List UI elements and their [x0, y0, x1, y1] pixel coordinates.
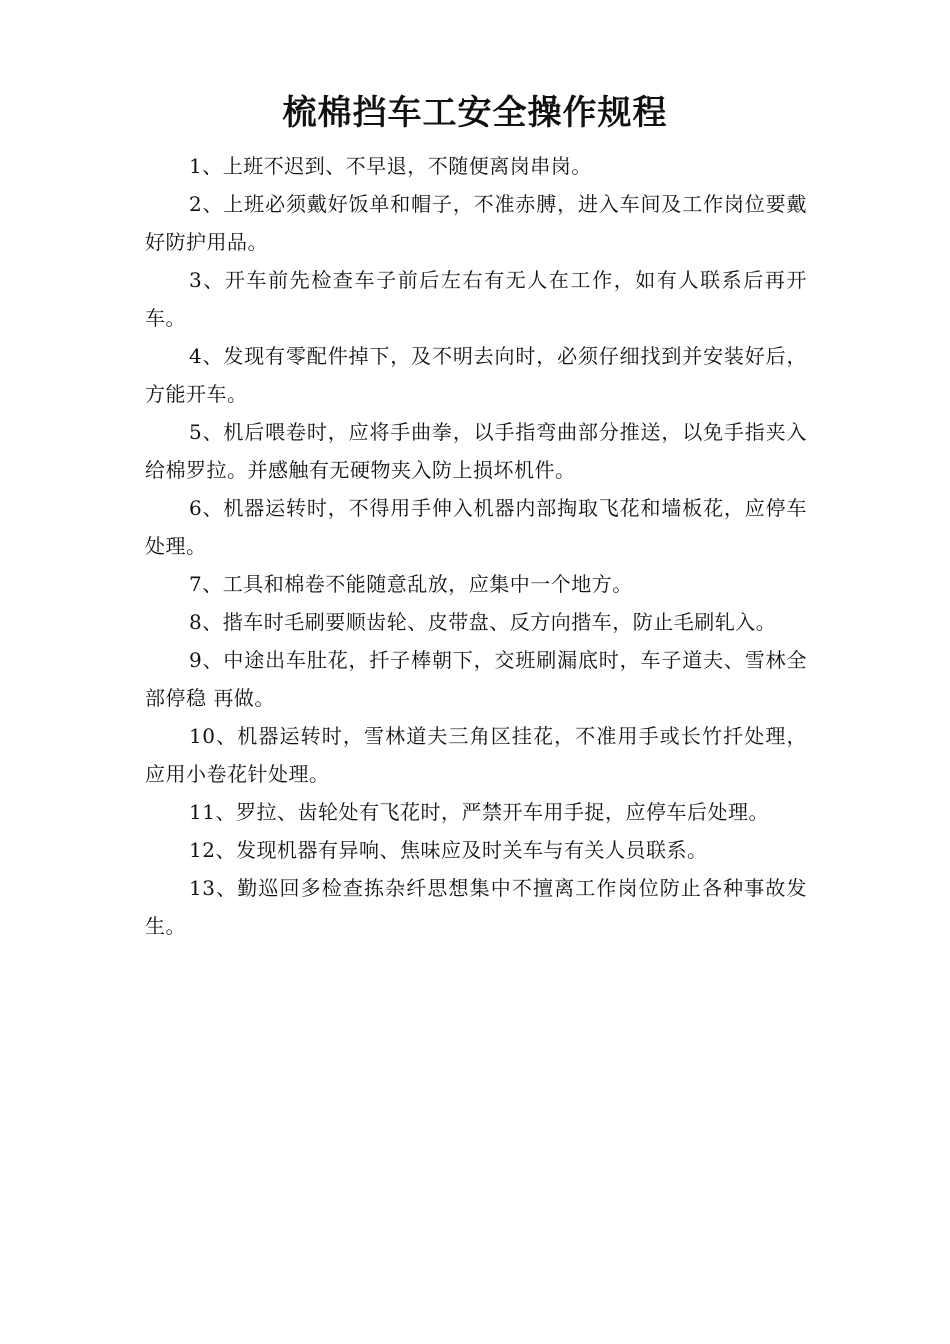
rule-item-2: 2、上班必须戴好饭单和帽子，不准赤膊，进入车间及工作岗位要戴好防护用品。	[145, 192, 807, 254]
rule-item-7: 7、工具和棉卷不能随意乱放，应集中一个地方。	[189, 572, 633, 596]
rule-item-5: 5、机后喂卷时，应将手曲拳，以手指弯曲部分推送，以免手指夹入给棉罗拉。并感触有无硬物夹入防上损坏机件。	[145, 420, 807, 482]
rule-item-6: 6、机器运转时，不得用手伸入机器内部掏取飞花和墙板花，应停车处理。	[145, 496, 807, 558]
rule-item-10: 10、机器运转时，雪林道夫三角区挂花，不准用手或长竹扦处理，应用小卷花针处理。	[145, 724, 807, 786]
rule-item-12: 12、发现机器有异响、焦味应及时关车与有关人员联系。	[189, 838, 708, 862]
rule-item-13: 13、勤巡回多检查拣杂纤思想集中不擅离工作岗位防止各种事故发生。	[145, 876, 807, 938]
rule-item-1: 1、上班不迟到、不早退，不随便离岗串岗。	[189, 154, 592, 178]
rule-item-8: 8、揩车时毛刷要顺齿轮、皮带盘、反方向揩车，防止毛刷轧入。	[189, 610, 777, 634]
document-title: 梳棉挡车工安全操作规程	[282, 93, 668, 133]
rule-item-9: 9、中途出车肚花，扦子棒朝下，交班刷漏底时，车子道夫、雪林全部停稳 再做。	[145, 648, 807, 710]
rule-item-11: 11、罗拉、齿轮处有飞花时，严禁开车用手捉，应停车后处理。	[189, 800, 769, 824]
document-body	[145, 147, 807, 945]
rule-item-3: 3、开车前先检查车子前后左右有无人在工作，如有人联系后再开车。	[145, 268, 807, 330]
rule-item-4: 4、发现有零配件掉下，及不明去向时，必须仔细找到并安装好后，方能开车。	[145, 344, 807, 406]
